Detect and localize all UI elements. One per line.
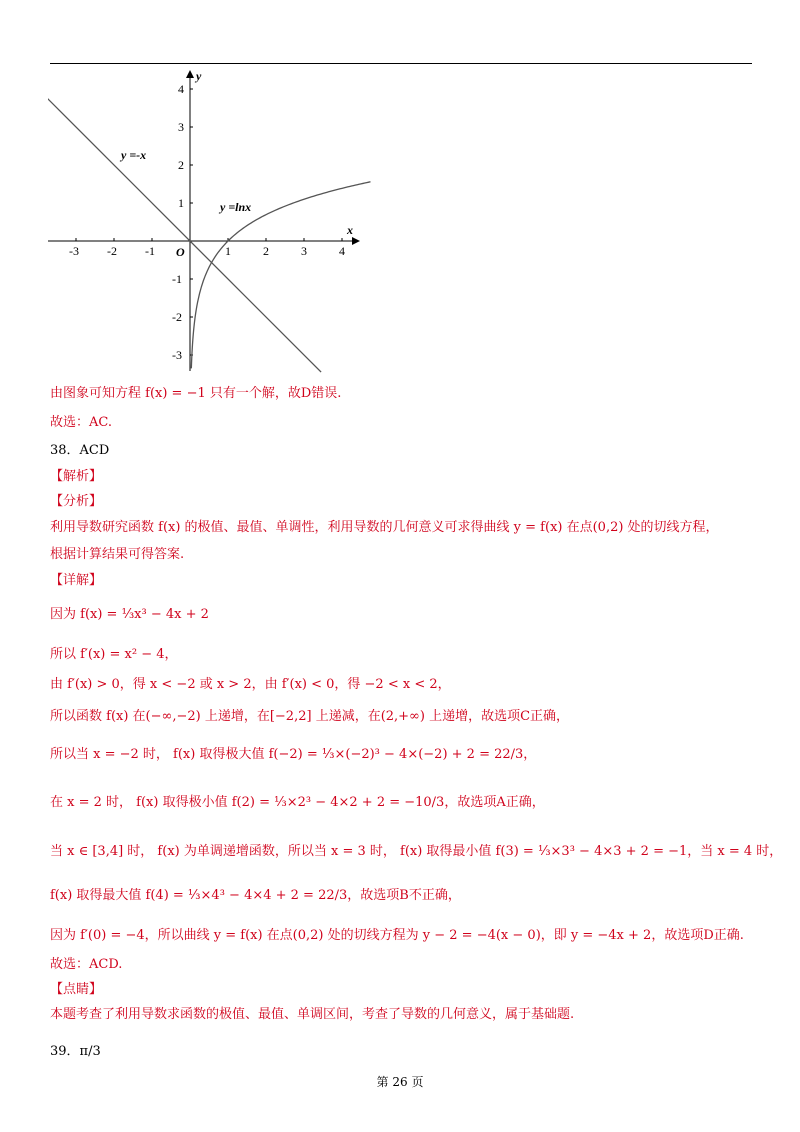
- section-jiexi: 【解析】: [50, 469, 103, 484]
- section-xiangjie: 【详解】: [50, 573, 103, 588]
- text-line-detail-4: 所以函数 f(x) 在(−∞,−2) 上递增，在[−2,2] 上递减，在(2,+∞) 上递增，故选项C正确，: [50, 709, 570, 724]
- x-tick-label: -1: [145, 244, 155, 258]
- y-tick-label: -2: [172, 310, 182, 324]
- page-number: 第 26 页: [376, 1075, 424, 1089]
- y-tick-label: 4: [178, 82, 184, 96]
- y-tick-label: 2: [178, 158, 184, 172]
- text-line-detail-8: f(x) 取得最大值 f(4) = ⅓×4³ − 4×4 + 2 = 22/3，故选项B不正确，: [50, 888, 461, 903]
- text-line-detail-1: 因为 f(x) = ⅓x³ − 4x + 2: [50, 607, 209, 622]
- x-tick-label: 2: [263, 244, 269, 258]
- x-tick-label: 1: [225, 244, 231, 258]
- x-tick-label: -2: [107, 244, 117, 258]
- text-line-detail-6: 在 x = 2 时， f(x) 取得极小值 f(2) = ⅓×2³ − 4×2 + 2 = −10/3，故选项A正确，: [50, 795, 545, 810]
- x-tick-label: 3: [301, 244, 307, 258]
- text-line-detail-7: 当 x ∈ [3,4] 时， f(x) 为单调递增函数，所以当 x = 3 时， f(x) 取得最小值 f(3) = ⅓×3³ − 4×3 + 2 = −1，当 x = 4 时，: [50, 844, 783, 859]
- function-graph: [48, 66, 378, 378]
- text-line-summary: 本题考查了利用导数求函数的极值、最值、单调区间，考查了导数的几何意义，属于基础题.: [50, 1007, 575, 1022]
- y-tick-label: -1: [172, 272, 182, 286]
- answer-39: 39．π/3: [50, 1044, 101, 1059]
- header-rule: [50, 63, 752, 64]
- line-y-neg-x: [48, 99, 321, 373]
- curve-label-neg-x: y =-x: [121, 148, 147, 162]
- y-tick-label: 3: [178, 120, 184, 134]
- x-axis-label: x: [347, 223, 353, 237]
- axis-ticks: [69, 82, 345, 362]
- curve-label-lnx: y =lnx: [220, 200, 252, 214]
- y-tick-label: 1: [178, 196, 184, 210]
- section-dianjing: 【点睛】: [50, 982, 103, 997]
- y-axis-label: y: [196, 69, 202, 83]
- text-line-analysis-2: 根据计算结果可得答案.: [50, 547, 185, 562]
- curve-y-lnx: [191, 182, 370, 369]
- text-line-2: 故选：AC.: [50, 415, 113, 430]
- text-line-detail-9: 因为 f′(0) = −4，所以曲线 y = f(x) 在点(0,2) 处的切线方程为 y − 2 = −4(x − 0)，即 y = −4x + 2，故选项D正确.: [50, 928, 744, 943]
- x-tick-label: 4: [339, 244, 345, 258]
- answer-38: 38．ACD: [50, 443, 110, 458]
- text-line-detail-3: 由 f′(x) > 0，得 x < −2 或 x > 2，由 f′(x) < 0，得 −2 < x < 2，: [50, 677, 451, 692]
- origin-label: O: [176, 245, 185, 259]
- x-tick-label: -3: [69, 244, 79, 258]
- section-fenxi: 【分析】: [50, 494, 103, 509]
- text-line-detail-2: 所以 f′(x) = x² − 4，: [50, 647, 178, 662]
- text-line-1: 由图象可知方程 f(x) = −1 只有一个解，故D错误.: [50, 386, 342, 401]
- y-tick-label: -3: [172, 348, 182, 362]
- text-line-detail-10: 故选：ACD.: [50, 957, 123, 972]
- text-line-detail-5: 所以当 x = −2 时， f(x) 取得极大值 f(−2) = ⅓×(−2)³ − 4×(−2) + 2 = 22/3，: [50, 747, 537, 762]
- text-line-analysis-1: 利用导数研究函数 f(x) 的极值、最值、单调性，利用导数的几何意义可求得曲线 y = f(x) 在点(0,2) 处的切线方程，: [50, 520, 719, 535]
